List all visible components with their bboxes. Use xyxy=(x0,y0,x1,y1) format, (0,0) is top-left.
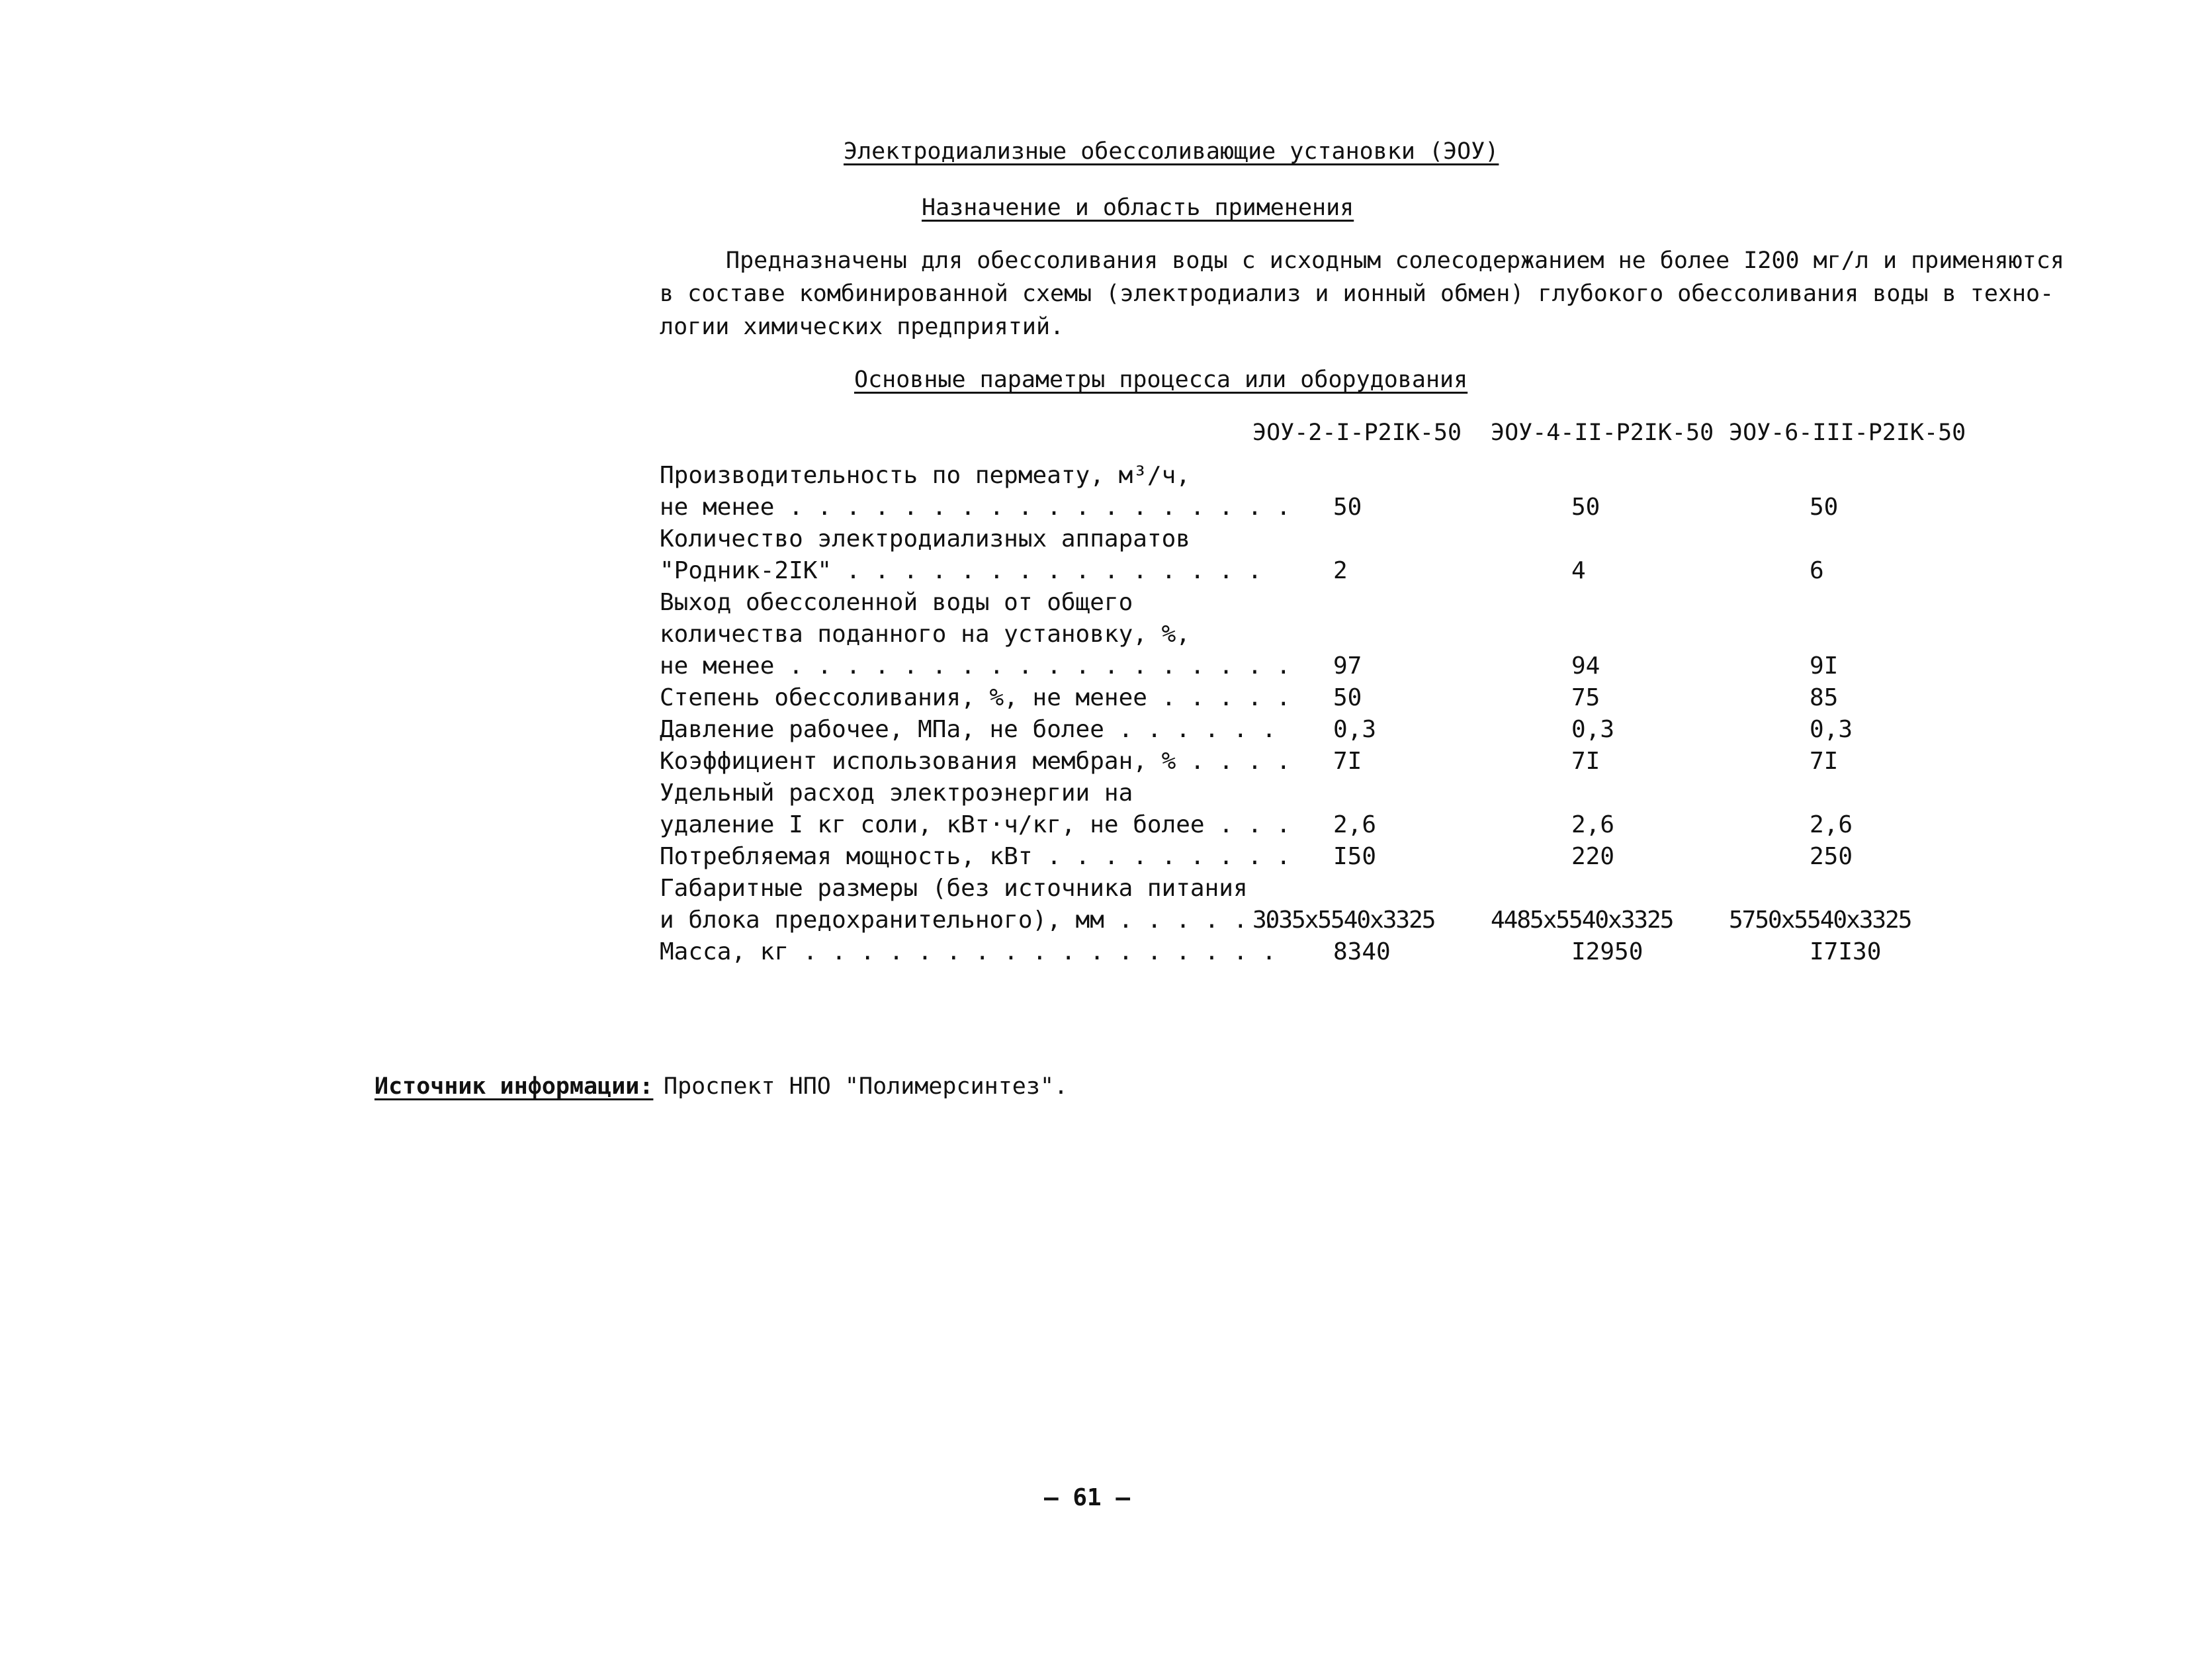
table-cell: 4 xyxy=(1571,557,1586,584)
table-cell: 250 xyxy=(1810,843,1853,870)
table-cell: 7I xyxy=(1333,748,1362,775)
table-cell: 7I xyxy=(1571,748,1600,775)
table-cell: 2,6 xyxy=(1333,811,1377,838)
purpose-paragraph-line: логии химических предприятий. xyxy=(660,314,1065,340)
purpose-paragraph-line: Предназначены для обессоливания воды с исходным солесодержанием не более I200 мг/л и применяются xyxy=(726,247,2064,274)
row-label-line: Удельный расход электроэнергии на xyxy=(660,779,1133,807)
row-label-line: не менее . . . . . . . . . . . . . . . . . . xyxy=(660,652,1291,680)
row-label-line: Коэффициент использования мембран, % . . . . xyxy=(660,748,1291,775)
table-cell: I2950 xyxy=(1571,938,1643,965)
source-label: Источник информации: xyxy=(374,1073,654,1100)
table-cell: 7I xyxy=(1810,748,1839,775)
table-cell: 3035x5540x3325 xyxy=(1252,906,1435,934)
purpose-heading: Назначение и область применения xyxy=(922,195,1354,221)
row-label-line: Производительность по пермеату, м³/ч, xyxy=(660,462,1190,489)
table-cell: 2,6 xyxy=(1571,811,1615,838)
table-cell: 2,6 xyxy=(1810,811,1853,838)
table-cell: 0,3 xyxy=(1810,716,1853,743)
row-label-line: Габаритные размеры (без источника питания xyxy=(660,875,1248,902)
table-cell: 5750x5540x3325 xyxy=(1729,906,1911,934)
table-cell: 220 xyxy=(1571,843,1615,870)
table-cell: 0,3 xyxy=(1333,716,1377,743)
row-label-line: Выход обессоленной воды от общего xyxy=(660,589,1133,616)
row-label-line: не менее . . . . . . . . . . . . . . . . . . xyxy=(660,494,1291,521)
table-cell: 9I xyxy=(1810,652,1839,680)
parameters-heading: Основные параметры процесса или оборудования xyxy=(854,367,1468,393)
column-header-model-1: ЭОУ-2-I-Р2IК-50 xyxy=(1252,420,1462,446)
table-cell: 50 xyxy=(1810,494,1839,521)
row-label-line: количества поданного на установку, %, xyxy=(660,621,1190,648)
table-cell: 6 xyxy=(1810,557,1824,584)
table-cell: 50 xyxy=(1571,494,1600,521)
row-label-line: Количество электродиализных аппаратов xyxy=(660,525,1190,553)
table-cell: I7I30 xyxy=(1810,938,1882,965)
table-cell: 85 xyxy=(1810,684,1839,711)
purpose-paragraph-line: в составе комбинированной схемы (электродиализ и ионный обмен) глубокого обессоливания воды в техно- xyxy=(660,281,2054,307)
row-label-line: Давление рабочее, МПа, не более . . . . . . xyxy=(660,716,1276,743)
table-cell: 50 xyxy=(1333,494,1362,521)
source-text: Проспект НПО "Полимерсинтез". xyxy=(664,1073,1069,1100)
table-cell: 97 xyxy=(1333,652,1362,680)
page-number: — 61 — xyxy=(1044,1484,1131,1511)
column-header-model-2: ЭОУ-4-II-Р2IК-50 xyxy=(1491,420,1714,446)
table-cell: 2 xyxy=(1333,557,1348,584)
table-cell: 94 xyxy=(1571,652,1600,680)
document-title: Электродиализные обессоливающие установки (ЭОУ) xyxy=(844,138,1499,165)
table-cell: 50 xyxy=(1333,684,1362,711)
row-label-line: Степень обессоливания, %, не менее . . . . . xyxy=(660,684,1291,711)
row-label-line: и блока предохранительного), мм . . . . . . xyxy=(660,906,1276,934)
table-cell: 0,3 xyxy=(1571,716,1615,743)
column-header-model-3: ЭОУ-6-III-Р2IК-50 xyxy=(1729,420,1966,446)
table-cell: 4485x5540x3325 xyxy=(1491,906,1673,934)
row-label-line: Масса, кг . . . . . . . . . . . . . . . . . xyxy=(660,938,1276,965)
table-cell: 8340 xyxy=(1333,938,1391,965)
row-label-line: Потребляемая мощность, кВт . . . . . . . . . xyxy=(660,843,1291,870)
row-label-line: "Родник-2IК" . . . . . . . . . . . . . . . xyxy=(660,557,1262,584)
row-label-line: удаление I кг соли, кВт·ч/кг, не более . . . xyxy=(660,811,1291,838)
table-cell: I50 xyxy=(1333,843,1377,870)
table-cell: 75 xyxy=(1571,684,1600,711)
